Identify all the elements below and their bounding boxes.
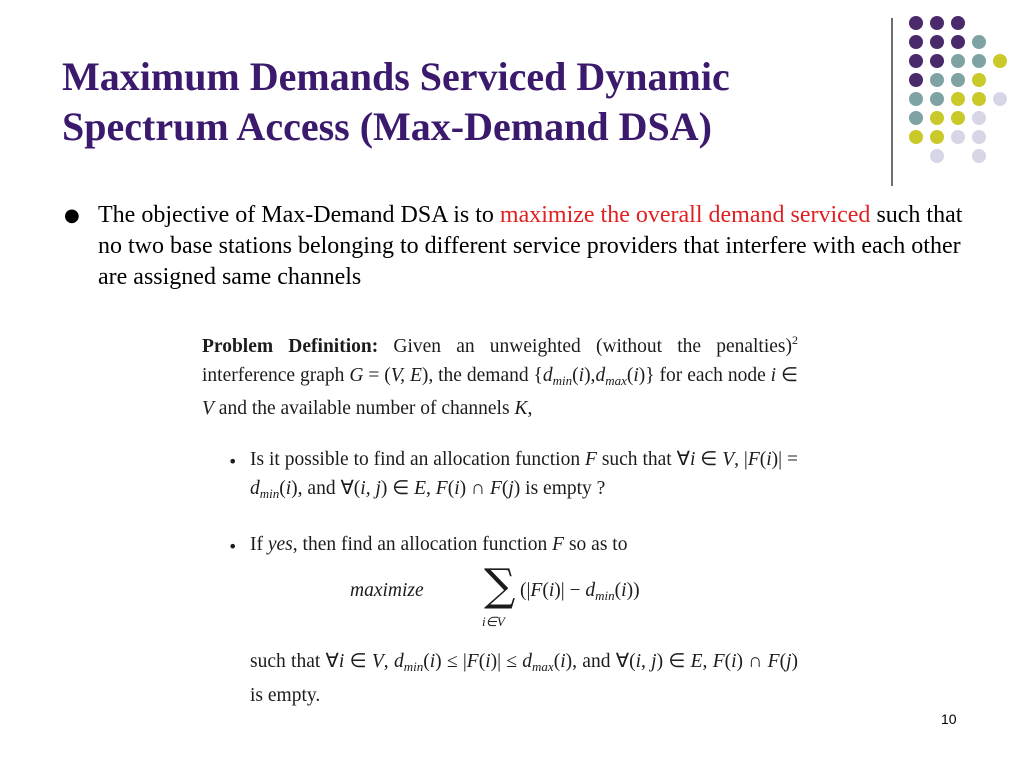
sub-bullet-icon: • [228, 537, 238, 556]
objective-text [98, 200, 968, 293]
objective-text-end: such that no two base stations belonging to different service providers that interfere with each other are assigned same channels [98, 202, 963, 290]
dot-purple [951, 16, 965, 30]
dot-purple [909, 16, 923, 30]
yes-word: yes [267, 534, 293, 555]
dot-lavender [972, 130, 986, 144]
objective-highlight: maximize the overall demand serviced [499, 202, 871, 228]
dot-purple [930, 35, 944, 49]
dot-yellow [909, 130, 923, 144]
dot-lavender [951, 130, 965, 144]
constraint-text: such that ∀i ∈ V, $d_{min}(i) \le |F(i)| \le d_{max}(i)$, and ∀(i, j) ∈ E, F(i) ∩ F(j) is empty. [250, 651, 799, 706]
dot-teal [951, 54, 965, 68]
dot-purple [909, 35, 923, 49]
dot-teal [972, 35, 986, 49]
dot-teal [930, 92, 944, 106]
decorative-divider [891, 18, 893, 186]
dot-yellow [930, 111, 944, 125]
dot-teal [909, 92, 923, 106]
sub-bullet-icon: • [228, 452, 238, 471]
dot-teal [972, 54, 986, 68]
dot-lavender [993, 92, 1007, 106]
dot-purple [909, 73, 923, 87]
dot-teal [951, 73, 965, 87]
slide-title [62, 52, 862, 152]
dot-purple [909, 54, 923, 68]
dot-yellow [993, 54, 1007, 68]
dot-purple [951, 35, 965, 49]
problem-bullet-2: If yes, then find an allocation function F so as to [250, 534, 628, 555]
dot-lavender [930, 149, 944, 163]
dot-teal [909, 111, 923, 125]
bullet-dot-icon: ● [64, 205, 80, 226]
dot-yellow [951, 111, 965, 125]
problem-definition-heading: Problem Definition: [202, 336, 379, 357]
slide-title-line2: Spectrum Access (Max-Demand DSA) [62, 104, 712, 149]
dot-yellow [972, 92, 986, 106]
dot-teal [930, 73, 944, 87]
problem-bullet-1: Is it possible to find an allocation function F such that ∀i ∈ V, $|F(i)| = d_{min}(i)$, and ∀(i, j) ∈ E, F(i) ∩ F(j) is empty ? [250, 449, 798, 501]
page-number: 10 [941, 711, 957, 727]
dot-purple [930, 16, 944, 30]
problem-definition-image [202, 326, 798, 706]
dot-purple [930, 54, 944, 68]
dot-lavender [972, 149, 986, 163]
decorative-dot-grid [909, 16, 1019, 166]
summation-icon: ∑ [484, 560, 516, 611]
maximize-equation: maximize ∑ i∈V $(|F(i)| - d_{min}(i))$ [350, 560, 640, 629]
dot-lavender [972, 111, 986, 125]
dot-yellow [930, 130, 944, 144]
objective-text-start: The objective of Max-Demand DSA is to [98, 202, 500, 228]
problem-definition-paragraph: Problem Definition: Given an unweighted (without the penalties)$^2$ interference graph G = (V, E), the demand $\{d_{min}(i),d_{max}(i)\}$ for each node i ∈ V and the available number of channels K, [202, 333, 798, 419]
slide-title-line1: Maximum Demands Serviced Dynamic [62, 54, 730, 99]
dot-yellow [972, 73, 986, 87]
dot-yellow [951, 92, 965, 106]
